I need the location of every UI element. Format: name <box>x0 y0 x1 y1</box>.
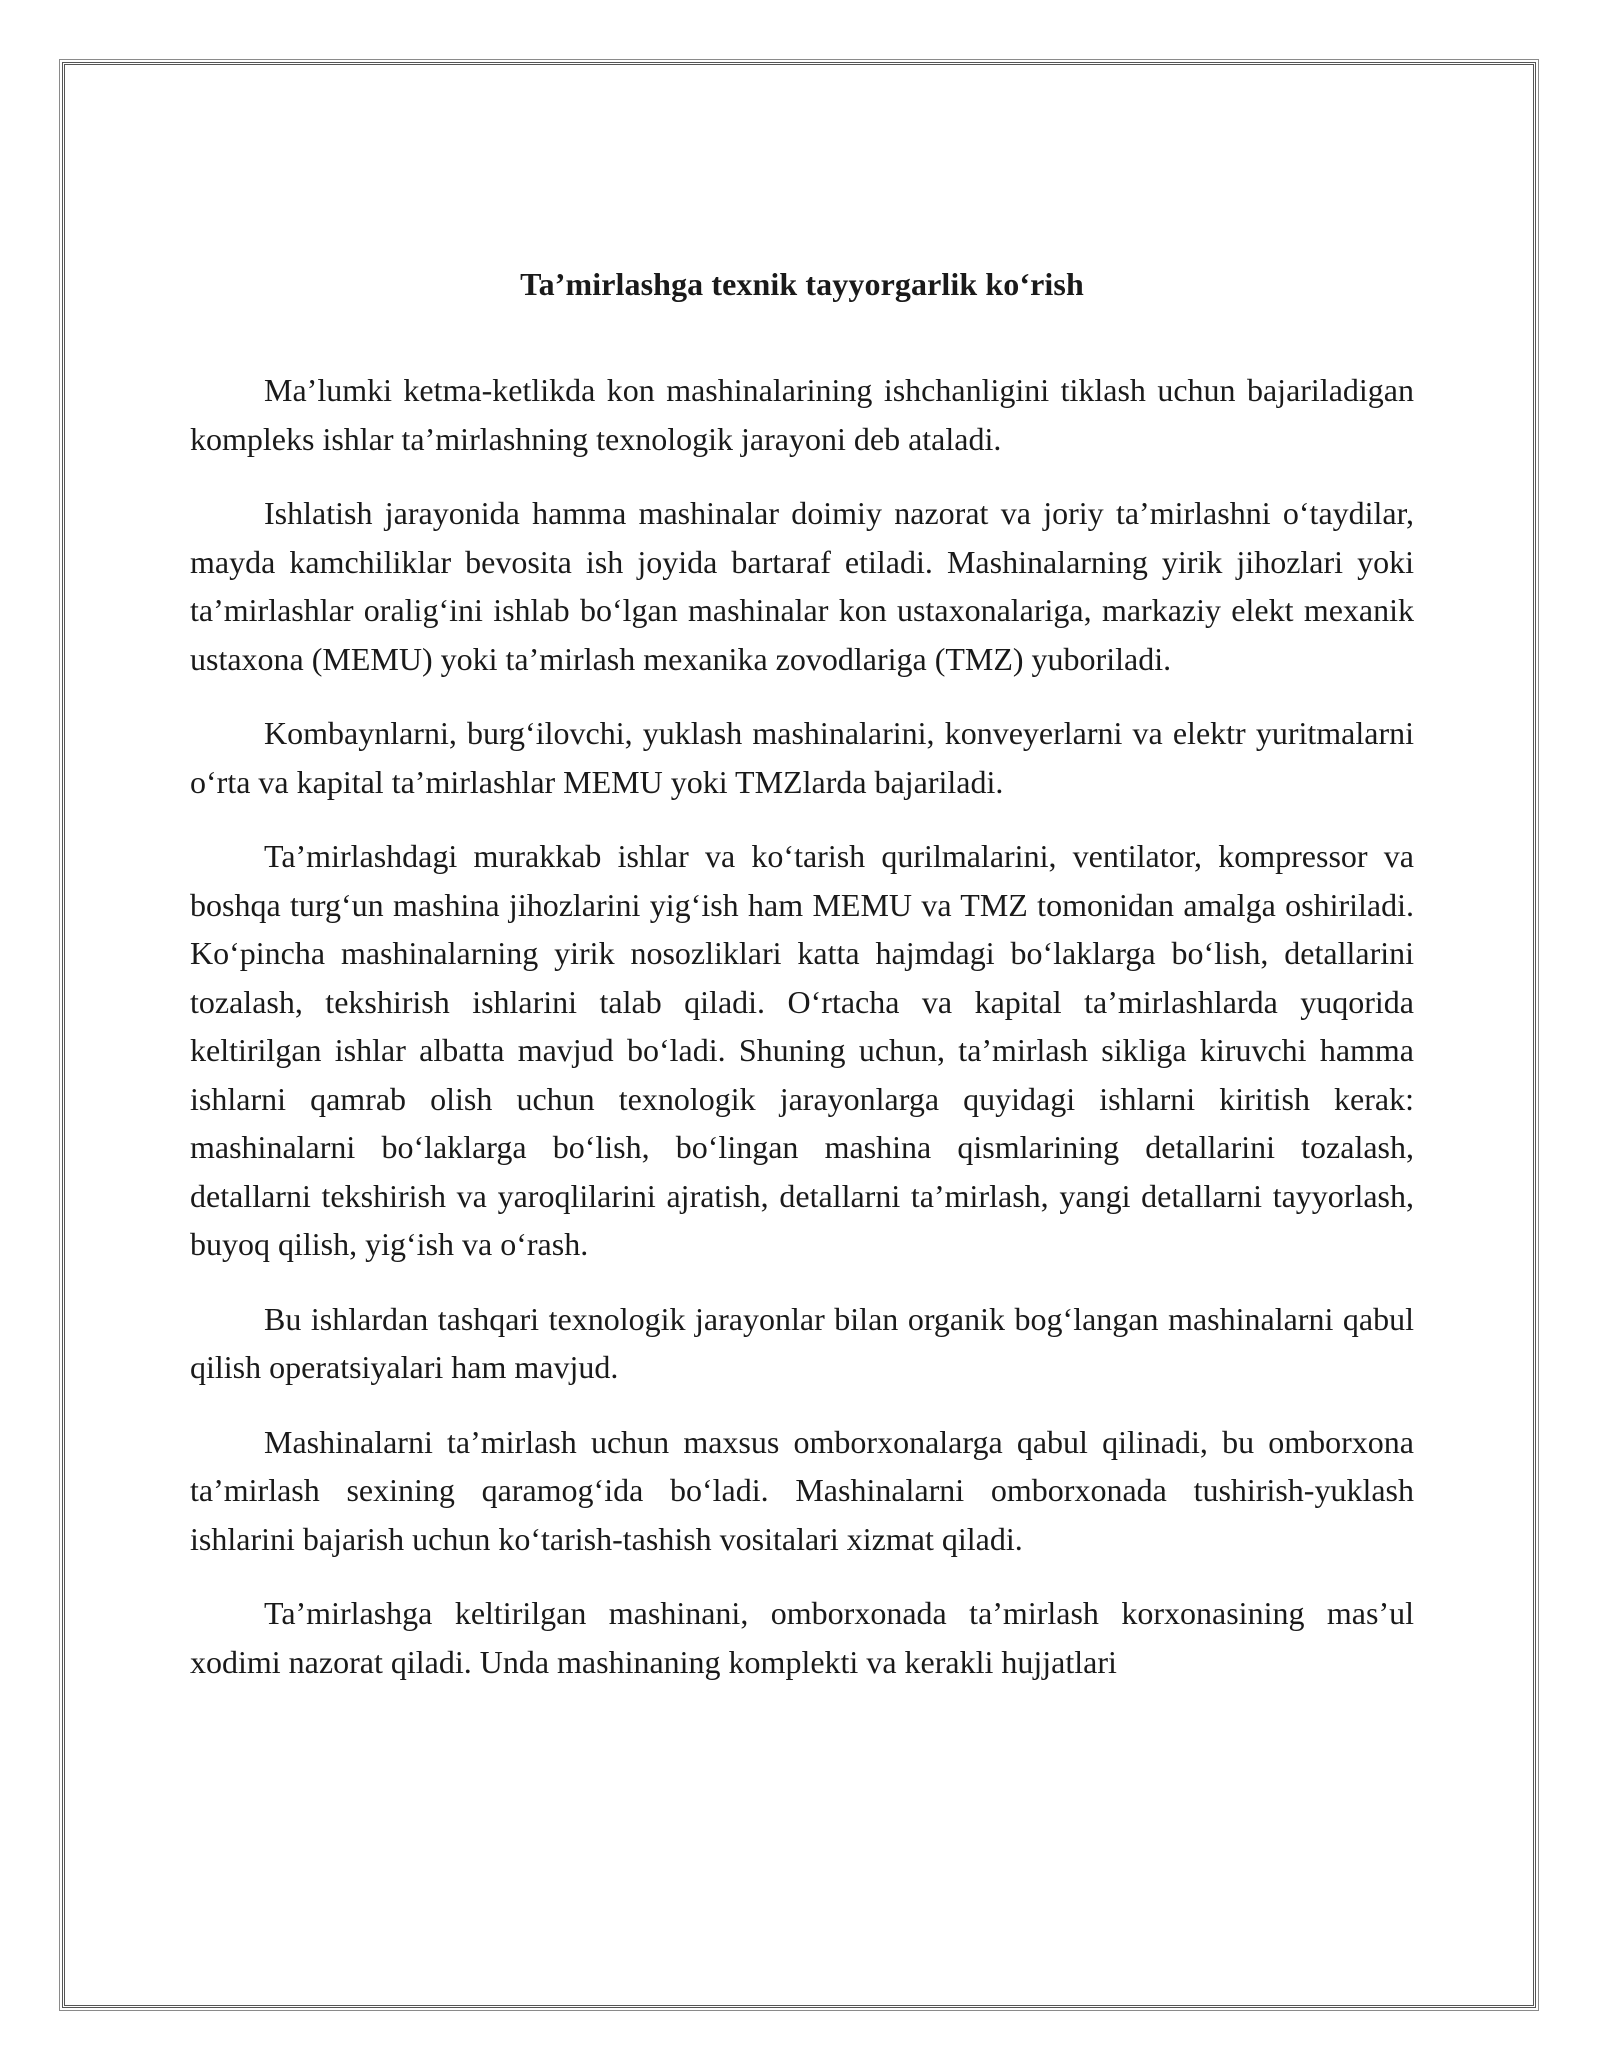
document-body <box>190 262 1414 1712</box>
paragraph-5: Bu ishlardan tashqari texnologik jarayonlar bilan organik bog‘langan mashinalarni qabul qilish operatsiyalari ham mavjud. <box>190 1300 1414 1385</box>
paragraph-3: Kombaynlarni, burg‘ilovchi, yuklash mashinalarini, konveyerlarni va elektr yuritmalarni o‘rta va kapital ta’mirlashlar MEMU yoki TMZlarda bajariladi. <box>190 715 1414 800</box>
paragraph-1: Ma’lumki ketma-ketlikda kon mashinalarining ishchanligini tiklash uchun bajariladigan kompleks ishlar ta’mirlashning texnologik jarayoni deb ataladi. <box>190 372 1414 457</box>
document-title: Ta’mirlashga texnik tayyorgarlik ko‘rish <box>520 266 1084 302</box>
paragraph-4: Ta’mirlashdagi murakkab ishlar va ko‘tarish qurilmalarini, ventilator, kompressor va boshqa turg‘un mashina jihozlarini yig‘ish ham MEMU va TMZ tomonidan amalga oshiriladi. Ko‘pincha mashinalarning yirik nosozliklari katta hajmdagi bo‘laklarga bo‘lish, detallarini tozalash, tekshirish ishlarini talab qiladi. O‘rtacha va kapital ta’mirlashlarda yuqorida keltirilgan ishlar albatta mavjud bo‘ladi. Shuning uchun, ta’mirlash sikliga kiruvchi hamma ishlarni qamrab olish uchun texnologik jarayonlarga quyidagi ishlarni kiritish kerak: mashinalarni bo‘laklarga bo‘lish, bo‘lingan mashina qismlarining detallarini tozalash, detallarni tekshirish va yaroqlilarini ajratish, detallarni ta’mirlash, yangi detallarni tayyorlash, buyoq qilish, yig‘ish va o‘rash. <box>190 838 1414 1262</box>
paragraph-7: Ta’mirlashga keltirilgan mashinani, omborxonada ta’mirlash korxonasining mas’ul xodimi nazorat qiladi. Unda mashinaning komplekti va kerakli hujjatlari <box>190 1595 1414 1680</box>
paragraph-6: Mashinalarni ta’mirlash uchun maxsus omborxonalarga qabul qilinadi, bu omborxona ta’mirlash sexining qaramog‘ida bo‘ladi. Mashinalarni omborxonada tushirish-yuklash ishlarini bajarish uchun ko‘tarish-tashish vositalari xizmat qiladi. <box>190 1423 1414 1557</box>
paragraph-2: Ishlatish jarayonida hamma mashinalar doimiy nazorat va joriy ta’mirlashni o‘taydilar, mayda kamchiliklar bevosita ish joyida bartaraf etiladi. Mashinalarning yirik jihozlari yoki ta’mirlashlar oralig‘ini ishlab bo‘lgan mashinalar kon ustaxonalariga, markaziy elekt mexanik ustaxona (MEMU) yoki ta’mirlash mexanika zovodlariga (TMZ) yuboriladi. <box>190 495 1414 677</box>
